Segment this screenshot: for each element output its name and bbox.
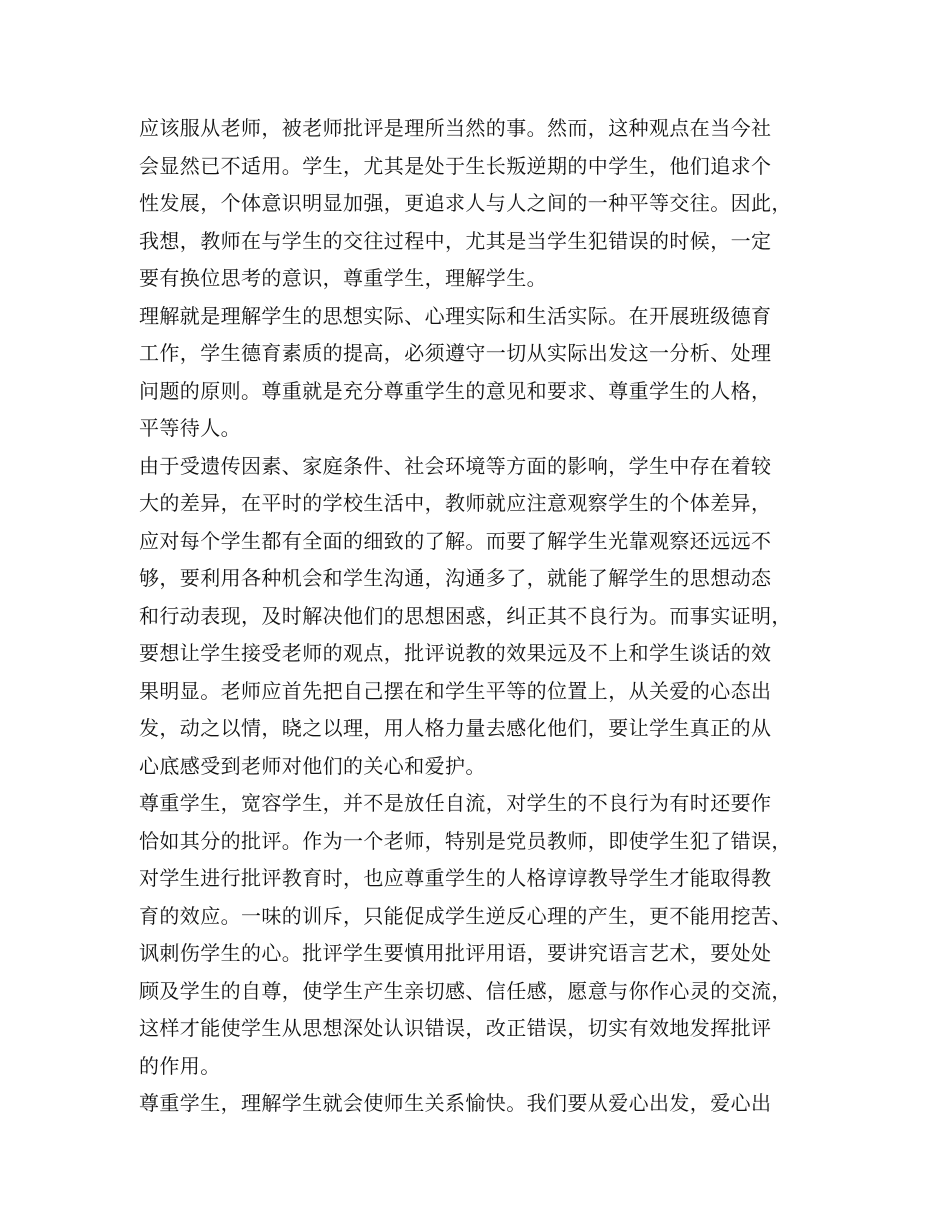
text-line: 发，动之以情，晓之以理，用人格力量去感化他们，要让学生真正的从 <box>139 716 772 740</box>
text-line: 要有换位思考的意识，尊重学生，理解学生。 <box>139 266 547 290</box>
text-line: 由于受遗传因素、家庭条件、社会环境等方面的影响，学生中存在着较 <box>139 453 772 478</box>
text-line: 应对每个学生都有全面的细致的了解。而要了解学生光靠观察还远远不 <box>139 528 772 553</box>
text-line: 尊重学生，宽容学生，并不是放任自流，对学生的不良行为有时还要作 <box>139 791 772 815</box>
paragraph-4 <box>139 785 829 1085</box>
paragraph-5 <box>139 1085 829 1123</box>
paragraph-3 <box>139 448 829 786</box>
text-line: 问题的原则。尊重就是充分尊重学生的意见和要求、尊重学生的人格， <box>139 378 772 403</box>
text-line: 顾及学生的自尊，使学生产生亲切感、信任感，愿意与你作心灵的交流， <box>139 978 792 1003</box>
text-line: 理解就是理解学生的思想实际、心理实际和生活实际。在开展班级德育 <box>139 303 772 328</box>
paragraph-1 <box>139 110 829 298</box>
text-line: 这样才能使学生从思想深处认识错误，改正错误，切实有效地发挥批评 <box>139 1016 772 1040</box>
text-line: 和行动表现，及时解决他们的思想困惑，纠正其不良行为。而事实证明， <box>139 603 792 628</box>
text-line: 平等待人。 <box>139 416 241 440</box>
text-line: 我想，教师在与学生的交往过程中，尤其是当学生犯错误的时候，一定 <box>139 228 772 253</box>
text-line: 够，要利用各种机会和学生沟通，沟通多了，就能了解学生的思想动态 <box>139 566 772 590</box>
text-line: 应该服从老师，被老师批评是理所当然的事。然而，这种观点在当今社 <box>139 116 772 140</box>
text-line: 尊重学生，理解学生就会使师生关系愉快。我们要从爱心出发，爱心出 <box>139 1091 772 1115</box>
text-line: 讽刺伤学生的心。批评学生要慎用批评用语，要讲究语言艺术，要处处 <box>139 941 772 965</box>
text-line: 育的效应。一味的训斥，只能促成学生逆反心理的产生，更不能用挖苦、 <box>139 903 792 928</box>
paragraph-2 <box>139 298 829 448</box>
text-line: 恰如其分的批评。作为一个老师，特别是党员教师，即使学生犯了错误， <box>139 828 792 853</box>
document-body <box>139 110 829 1123</box>
text-line: 会显然已不适用。学生，尤其是处于生长叛逆期的中学生，他们追求个 <box>139 153 772 178</box>
text-line: 的作用。 <box>139 1053 221 1078</box>
text-line: 心底感受到老师对他们的关心和爱护。 <box>139 753 486 778</box>
text-line: 要想让学生接受老师的观点，批评说教的效果远及不上和学生谈话的效 <box>139 641 772 665</box>
text-line: 性发展，个体意识明显加强，更追求人与人之间的一种平等交往。因此， <box>139 191 792 215</box>
text-line: 工作，学生德育素质的提高，必须遵守一切从实际出发这一分析、处理 <box>139 341 772 365</box>
text-line: 对学生进行批评教育时，也应尊重学生的人格谆谆教导学生才能取得教 <box>139 866 772 890</box>
text-line: 大的差异，在平时的学校生活中，教师就应注意观察学生的个体差异， <box>139 491 772 515</box>
text-line: 果明显。老师应首先把自己摆在和学生平等的位置上，从关爱的心态出 <box>139 678 772 703</box>
